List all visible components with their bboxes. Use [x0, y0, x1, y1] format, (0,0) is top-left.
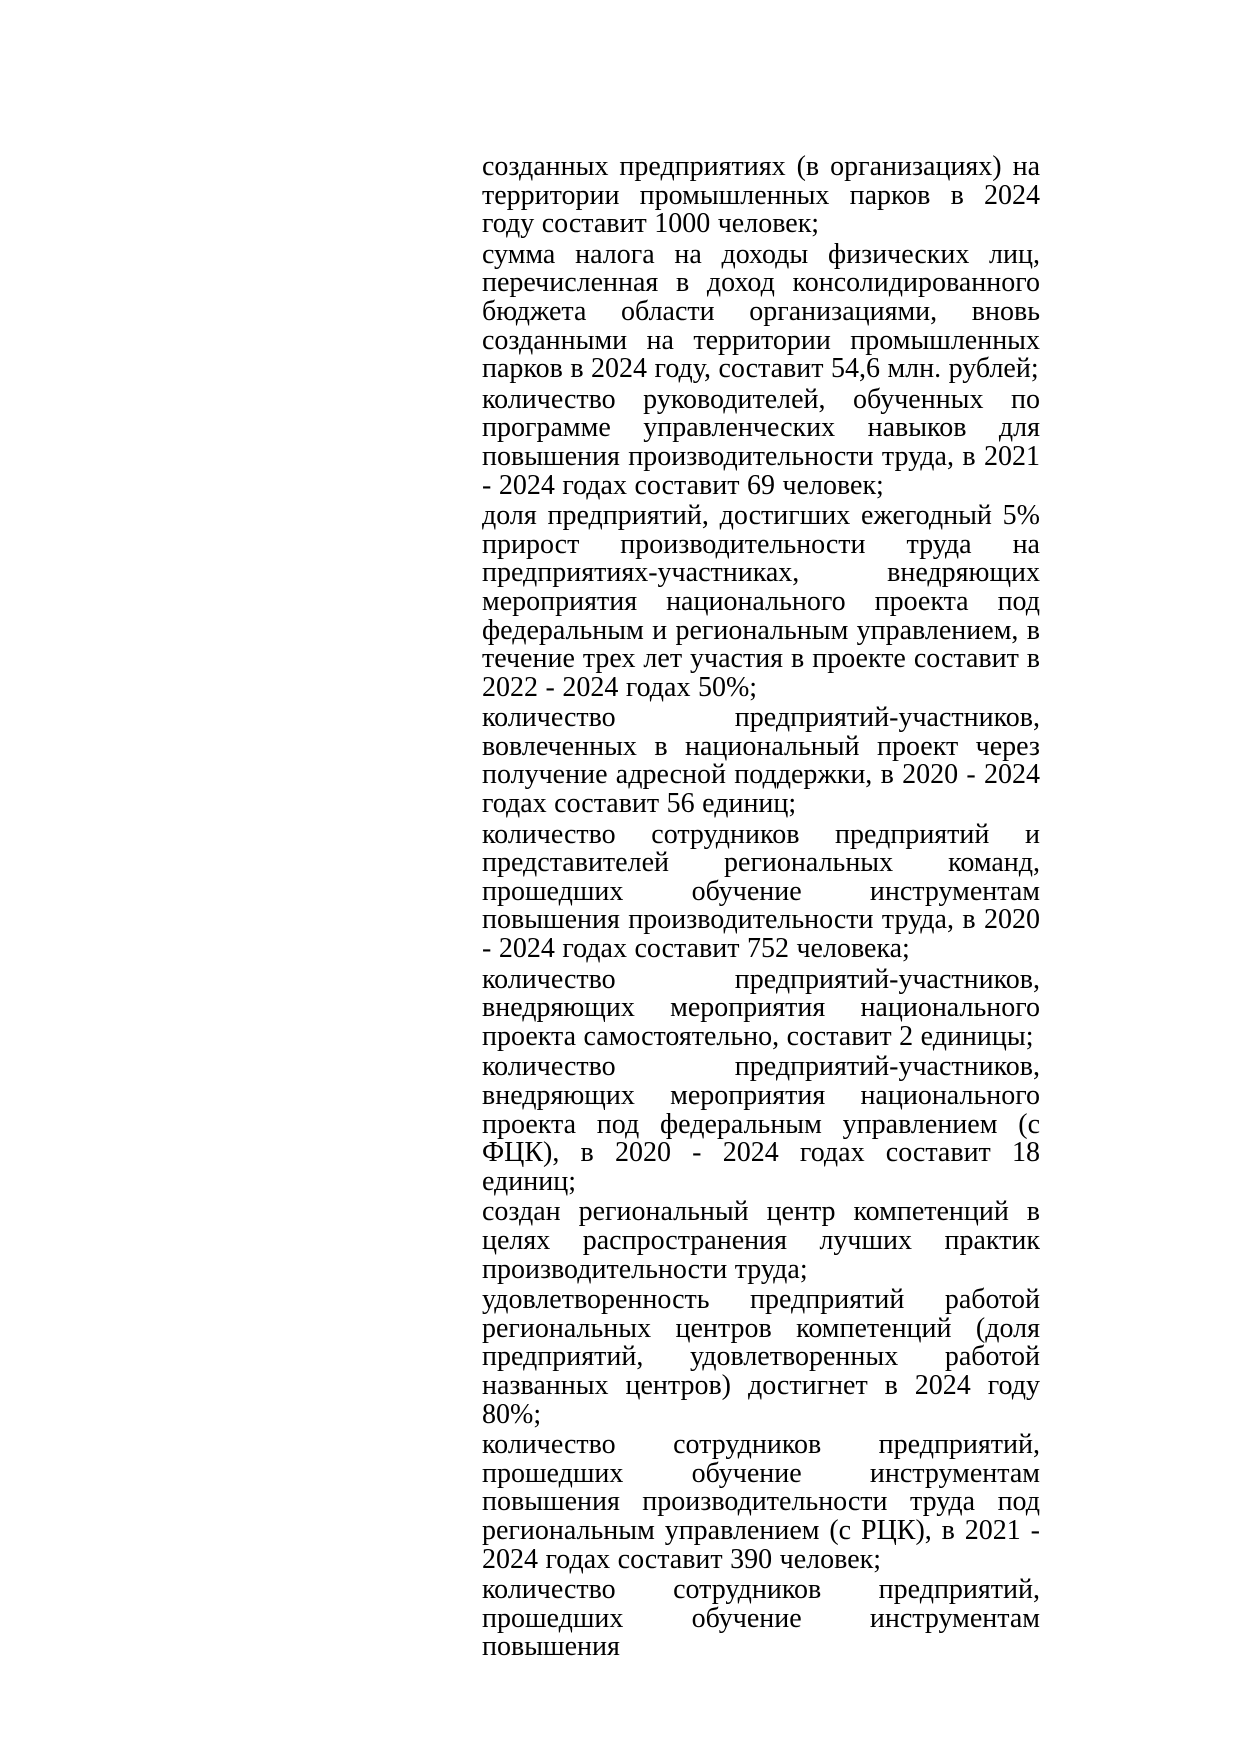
paragraph-self-implementing: количество предприятий-участников, внедряющих мероприятия национального проекта самостоятельно, составит 2 единицы;	[482, 963, 1040, 1052]
paragraph-trailing-continued: количество сотрудников предприятий, прошедших обучение инструментам повышения	[482, 1574, 1040, 1663]
paragraph-trained-managers: количество руководителей, обученных по программе управленческих навыков для повышения производительности труда, в 2021 - 2024 годах составит 69 человек;	[482, 383, 1040, 501]
paragraph-federal-fck: количество предприятий-участников, внедряющих мероприятия национального проекта под федеральным управлением (с ФЦК), в 2020 - 2024 годах составит 18 единиц;	[482, 1051, 1040, 1197]
text-column	[482, 153, 1040, 1664]
paragraph-tax-sum: сумма налога на доходы физических лиц, перечисленная в доход консолидированного бюджета области организациями, вновь созданными на территории промышленных парков в 2024 году, составит 54,6 млн. рублей;	[482, 238, 1040, 385]
paragraph-regional-center: создан региональный центр компетенций в целях распространения лучших практик производительности труда;	[482, 1196, 1040, 1285]
paragraph-satisfaction: удовлетворенность предприятий работой региональных центров компетенций (доля предприятий, удовлетворенных работой названных центров) достигнет в 2024 году 80%;	[482, 1284, 1040, 1430]
paragraph-involved-enterprises: количество предприятий-участников, вовлеченных в национальный проект через получение адресной поддержки, в 2020 - 2024 годах составит 56 единиц;	[482, 702, 1040, 820]
paragraph-regional-rck: количество сотрудников предприятий, прошедших обучение инструментам повышения производительности труда под региональным управлением (с РЦК), в 2021 - 2024 годах составит 390 человек;	[482, 1429, 1040, 1575]
paragraph-new-jobs: созданных предприятиях (в организациях) на территории промышленных парков в 2024 году составит 1000 человек;	[482, 151, 1040, 240]
paragraph-trained-employees-total: количество сотрудников предприятий и представителей региональных команд, прошедших обучение инструментам повышения производительности труда, в 2020 - 2024 годах составит 752 человека;	[482, 818, 1040, 965]
paragraph-productivity-share: доля предприятий, достигших ежегодный 5% прирост производительности труда на предприятиях-участниках, внедряющих мероприятия национального проекта под федеральным и региональным управлением, в течение трех лет участия в проекте составит в 2022 - 2024 годах 50%;	[482, 500, 1040, 703]
